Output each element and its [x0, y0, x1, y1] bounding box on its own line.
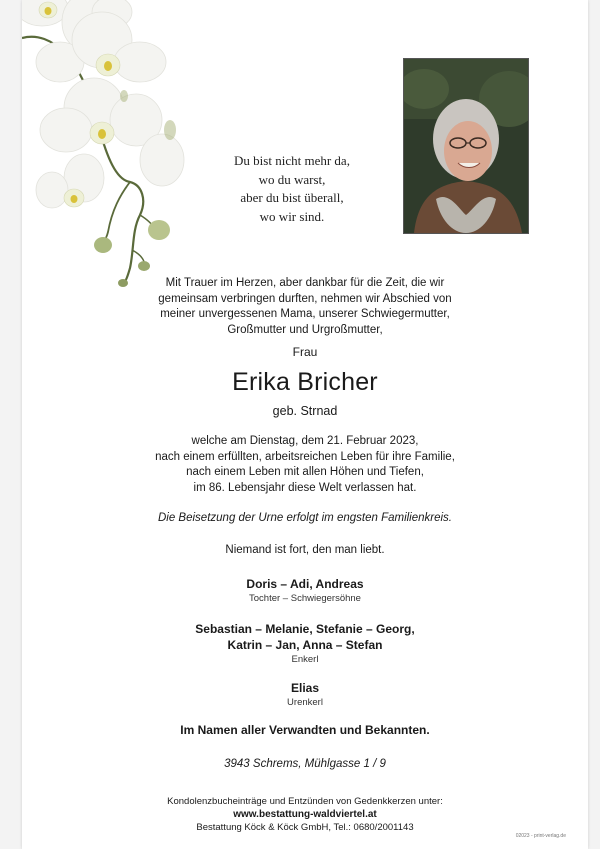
family-role: Tochter – Schwiegersöhne: [249, 593, 361, 604]
portrait-photo: [403, 58, 529, 234]
intro-line: meiner unvergessenen Mama, unserer Schwiegermutter,: [160, 308, 450, 320]
poem-line: wo wir sind.: [259, 208, 325, 224]
family-group: [22, 621, 588, 666]
details-line: nach einem erfüllten, arbeitsreichen Leben für ihre Familie,: [155, 450, 455, 463]
deceased-name: Erika Bricher: [232, 368, 378, 396]
family-group: [22, 576, 588, 605]
poem-line: aber du bist überall,: [240, 190, 344, 205]
intro-line: gemeinsam verbringen durften, nehmen wir Abschied von: [158, 292, 452, 305]
poem-line: Du bist nicht mehr da,: [234, 153, 350, 168]
intro-line: Großmutter und Urgroßmutter,: [227, 323, 383, 336]
family-group: [22, 680, 588, 709]
details-line: welche am Dienstag, dem 21. Februar 2023,: [191, 435, 419, 447]
poem-line: wo du warst,: [258, 171, 326, 187]
intro-text: [22, 276, 588, 338]
details-line: nach einem Leben mit allen Höhen und Tiefen,: [186, 466, 424, 478]
salutation: Frau: [292, 345, 318, 359]
intro-line: Mit Trauer im Herzen, aber dankbar für die Zeit, die wir: [165, 277, 445, 289]
family-names: Katrin – Jan, Anna – Stefan: [227, 638, 383, 652]
print-mark: 02023 - print-verlag.de: [515, 833, 566, 839]
burial-note: Die Beisetzung der Urne erfolgt im engsten Familienkreis.: [157, 512, 453, 524]
family-names: Sebastian – Melanie, Stefanie – Georg,: [195, 622, 415, 636]
details-line: im 86. Lebensjahr diese Welt verlassen hat.: [193, 481, 417, 494]
death-details: [22, 434, 588, 496]
motto: Niemand ist fort, den man liebt.: [225, 544, 385, 556]
family-names: Doris – Adi, Andreas: [246, 577, 364, 591]
family-names: Elias: [290, 681, 320, 695]
family-role: Enkerl: [291, 654, 319, 665]
footer-line: Kondolenzbucheinträge und Entzünden von Gedenkkerzen unter:: [167, 796, 443, 807]
footer: [22, 795, 588, 834]
maiden-name: geb. Strnad: [272, 404, 338, 418]
obituary-sheet: [22, 0, 588, 849]
orchid-decoration: [22, 0, 202, 300]
closing-line: Im Namen aller Verwandten und Bekannten.: [180, 723, 430, 737]
website-link[interactable]: www.bestattung-waldviertel.at: [233, 809, 377, 820]
footer-line: Bestattung Köck & Köck GmbH, Tel.: 0680/2001143: [196, 822, 414, 833]
poem: [207, 152, 377, 226]
family-role: Urenkerl: [287, 697, 323, 708]
address: 3943 Schrems, Mühlgasse 1 / 9: [224, 758, 386, 770]
